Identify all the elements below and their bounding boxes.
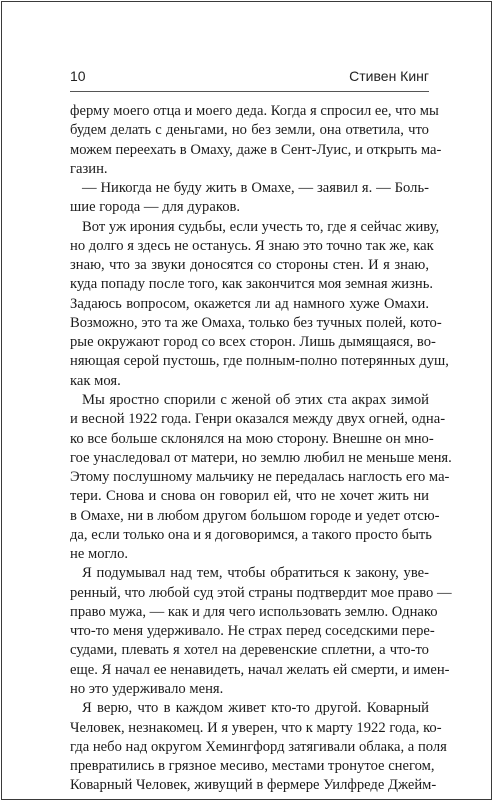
text-line: и весной 1922 года. Генри оказался между двух огней, одна- <box>70 411 446 428</box>
text-line: рые окружают город со всех сторон. Лишь дымящаяся, во- <box>70 334 436 351</box>
body-text <box>70 102 452 796</box>
text-line: гое унаследовал от матери, но землю любил не меньше меня. <box>70 449 452 466</box>
text-line: как моя. <box>70 372 121 389</box>
text-line: судами, плевать я хотел на деревенские сплетни, а что-то <box>70 642 429 659</box>
text-line: будем делать с деньгами, но без земли, она ответила, что <box>70 122 429 139</box>
text-line: можем переехать в Омаху, даже в Сент-Луис, и открыть ма- <box>70 141 442 158</box>
text-line: еще. Я начал ее ненавидеть, начал желать ей смерти, и имен- <box>70 661 450 678</box>
running-head-author: Стивен Кинг <box>349 68 429 84</box>
text-line: Коварный Человек, живущий в фермере Уилфреде Джейм- <box>70 777 437 794</box>
text-line: но долго я здесь не останусь. Я знаю это точно так же, как <box>70 237 434 254</box>
text-line: да, если только она и я договоримся, а такого просто быть <box>70 526 432 543</box>
header-rule <box>70 91 429 92</box>
text-line: газин. <box>70 160 108 177</box>
page-number: 10 <box>70 68 86 84</box>
text-line: ферму моего отца и моего деда. Когда я спросил ее, что мы <box>70 103 439 119</box>
text-line: Я верю, что в каждом живет кто-то другой. Коварный <box>82 700 429 717</box>
text-line: няющая серой пустошь, где полным-полно потерянных душ, <box>70 353 449 370</box>
text-line: не могло. <box>70 546 129 563</box>
text-line: гда небо над округом Хемингфорд затягивали облака, а поля <box>70 738 447 755</box>
text-line: шие города — для дураков. <box>70 199 241 216</box>
text-line: Я подумывал над тем, чтобы обратиться к закону, уве- <box>82 565 429 582</box>
text-line: но это удерживало меня. <box>70 680 224 697</box>
text-line: в Омахе, ни в любом другом большом городе и уедет отсю- <box>70 507 440 524</box>
text-line: что-то меня удерживало. Не страх перед соседскими пере- <box>70 623 435 640</box>
text-line: — Никогда не буду жить в Омахе, — заявил я. — Боль- <box>82 180 429 197</box>
text-line: куда попаду после того, как закончится моя земная жизнь. <box>70 276 434 293</box>
text-line: Этому послушному мальчику не передалась наглость его ма- <box>70 469 450 486</box>
text-line: Мы яростно спорили с женой об этих ста акрах зимой <box>82 391 429 408</box>
text-line: ко все больше склонялся на мою сторону. Внешне он мно- <box>70 430 434 447</box>
text-line: Задаюсь вопросом, окажется ли ад намного хуже Омахи. <box>70 295 429 312</box>
text-line: Человек, незнакомец. И я уверен, что к марту 1922 года, ко- <box>70 719 442 736</box>
text-line: право мужа, — как и для чего использовать землю. Однако <box>70 603 438 620</box>
text-line: Вот уж ирония судьбы, если учесть то, где я сейчас живу, <box>82 218 440 235</box>
text-line: ренный, что любой суд этой страны подтвердит мое право — <box>70 584 452 601</box>
text-line: превратились в грязное месиво, местами тронутое снегом, <box>70 758 435 775</box>
text-line: тери. Снова и снова он говорил ей, что не хочет жить ни <box>70 488 429 505</box>
text-line: знаю, что за звуки доносятся со стороны стен. И я знаю, <box>70 257 429 274</box>
page-header <box>70 68 429 90</box>
text-line: Возможно, это та же Омаха, только без тучных полей, кото- <box>70 314 442 331</box>
